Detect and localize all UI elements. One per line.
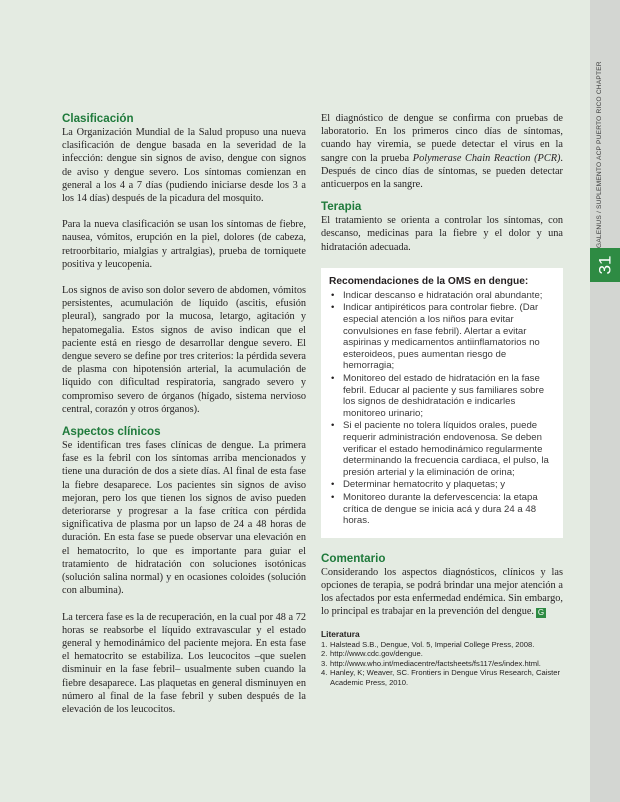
reference-number: 2. [321, 649, 328, 659]
terapia-paragraph: El tratamiento se orienta a controlar los síntomas, con descanso, medicinas para la fiebre y el dolor y una hidratación adecuada. [321, 215, 563, 253]
aspectos-paragraph-2: La tercera fase es la de recuperación, en la cual por 48 a 72 horas se reabsorbe el líquido extravascular y el estado general y hemodinámico del paciente mejora. En esta fase el hematocrito se estabiliza. Los leucocitos –que suelen disminuir en la fase febril– usualmente suben cuando la fiebre desaparece. Las plaquetas en general disminuyen en número al final de la fase febril y suben después de la elevación de los leucocitos. [62, 611, 306, 715]
comentario-text: Considerando los aspectos diagnósticos, clínicos y las opciones de terapia, se podrá brindar una mejor atención a los afectados por esta enfermedad endémica. Sin embargo, lo principal es trabajar en la prevención del dengue. [321, 566, 563, 618]
recommendation-item: • Determinar hematocrito y plaquetas; y [329, 479, 555, 491]
reference-link[interactable]: http://www.who.int/mediacentre/factsheets/fs117/es/index.html. [330, 658, 541, 668]
right-column [321, 112, 563, 687]
journal-running-head: GALENUS / SUPLEMENTO ACP PUERTO RICO CHAPTER [596, 61, 603, 248]
page-number-tab [590, 248, 620, 282]
reference-text: Halstead S.B., Dengue, Vol. 5, Imperial College Press, 2008. [330, 639, 535, 649]
literatura-heading: Literatura [321, 628, 360, 639]
comentario-heading: Comentario [321, 551, 386, 565]
terapia-heading: Terapia [321, 200, 362, 214]
end-mark-icon: G [537, 608, 545, 618]
recommendations-list [329, 290, 555, 527]
recommendations-title: Recomendaciones de la OMS en dengue: [329, 275, 529, 287]
diagnostico-paragraph [321, 112, 563, 191]
reference-item [321, 640, 563, 650]
diagnostico-text-b: . Después de cinco días de síntomas, se pueden detectar anticuerpos en la sangre. [321, 152, 563, 191]
comentario-paragraph [321, 566, 563, 619]
recommendation-item: • Indicar descanso e hidratación oral abundante; [329, 290, 555, 302]
clasificacion-paragraph-1: La Organización Mundial de la Salud propuso una nueva clasificación de dengue basada en la severidad de la infección: dengue sin signos de aviso, dengue con signos de aviso y dengue severo. Los síntomas comienzan en general a los 4 a 7 días (pudiendo iniciarse desde los 3 a los 14 días) después de la picadura del mosquito. [62, 127, 306, 205]
page-number: 31 [594, 255, 614, 275]
left-column [62, 112, 306, 716]
reference-text: Hanley, K; Weaver, SC. Frontiers in Dengue Virus Research, Caister Academic Press, 2010. [330, 668, 561, 687]
reference-number: 4. [321, 668, 328, 678]
reference-number: 3. [321, 658, 328, 668]
reference-item [321, 668, 563, 687]
aspectos-paragraph-1: Se identifican tres fases clínicas de dengue. La primera fase es la febril con los síntomas arriba mencionados y tiene una duración de dos a siete días. Al final de esta fase la fiebre desaparece. Los pacientes sin signos de aviso mejoran, pero los que tienen los signos de aviso pueden deteriorarse y progresar a la fase crítica con pérdida significativa de plasma por un lapso de 24 a 48 horas de duración. En esta fase se puede observar una elevación en el hematocrito, lo que es importante para guiar el tratamiento de hidratación con soluciones isotónicas (solución salina normal) y en ocasiones coloides (solución con albumina). [62, 440, 306, 597]
reference-number: 1. [321, 639, 328, 649]
reference-item [321, 659, 563, 669]
recommendation-item: • Monitoreo del estado de hidratación en la fase febril. Educar al paciente y sus familiares sobre los signos de deshidratación e indicarles monitoreo urinario; [329, 373, 555, 419]
diagnostico-text-a: El diagnóstico de dengue se confirma con pruebas de laboratorio. En los primeros cinco días de síntomas, cuando hay viremia, se puede detectar el virus en la sangre con la prueba [321, 113, 563, 164]
references-list [321, 640, 563, 688]
recommendation-item: • Si el paciente no tolera líquidos orales, puede requerir administración endovenosa. Se deben verificar el estado hemodinámico regularmente determinando la frecuencia cardiaca, el pulso, la presión arterial y la eliminación de orina; [329, 420, 555, 478]
reference-item [321, 649, 563, 659]
clasificacion-paragraph-3: Los signos de aviso son dolor severo de abdomen, vómitos persistentes, acumulación de líquido (ascitis, efusión pleural), sangrado por la mucosa, letargo, agitación y hepatomegalia. Estos signos de aviso indican que el paciente está en riesgo de desarrollar dengue severo. El dengue severo se define por tres criterios: la pérdida severa de plasma con hipotensión arterial, la acumulación de líquido con dificultad respiratoria, sangrado severo y compromiso severo de órganos (hígado, sistema nervioso central, corazón y otros órganos). [62, 285, 306, 415]
recommendations-box [321, 268, 563, 538]
clasificacion-heading: Clasificación [62, 112, 134, 125]
recommendation-item: • Indicar antipiréticos para controlar fiebre. (Dar especial atención a los niños para evitar convulsiones en fase febril). Alertar a evitar aspirinas y medicamentos antiinflamatorios no esteroideos, pues aumentan riesgo de hemorragia; [329, 302, 555, 372]
clasificacion-paragraph-2: Para la nueva clasificación se usan los síntomas de fiebre, nausea, vómitos, erupción en la piel, dolores (de cabeza, retroorbitario, mialgias y artralgias), prueba de torniquete positiva y leucopenia. [62, 219, 306, 270]
reference-link[interactable]: http://www.cdc.gov/dengue. [330, 649, 423, 659]
aspectos-clinicos-heading: Aspectos clínicos [62, 425, 161, 439]
pcr-term: Polymerase Chain Reaction (PCR) [412, 152, 561, 164]
recommendation-item: • Monitoreo durante la defervescencia: la etapa crítica de dengue se inicia acá y dura 24 a 48 horas. [329, 492, 555, 527]
